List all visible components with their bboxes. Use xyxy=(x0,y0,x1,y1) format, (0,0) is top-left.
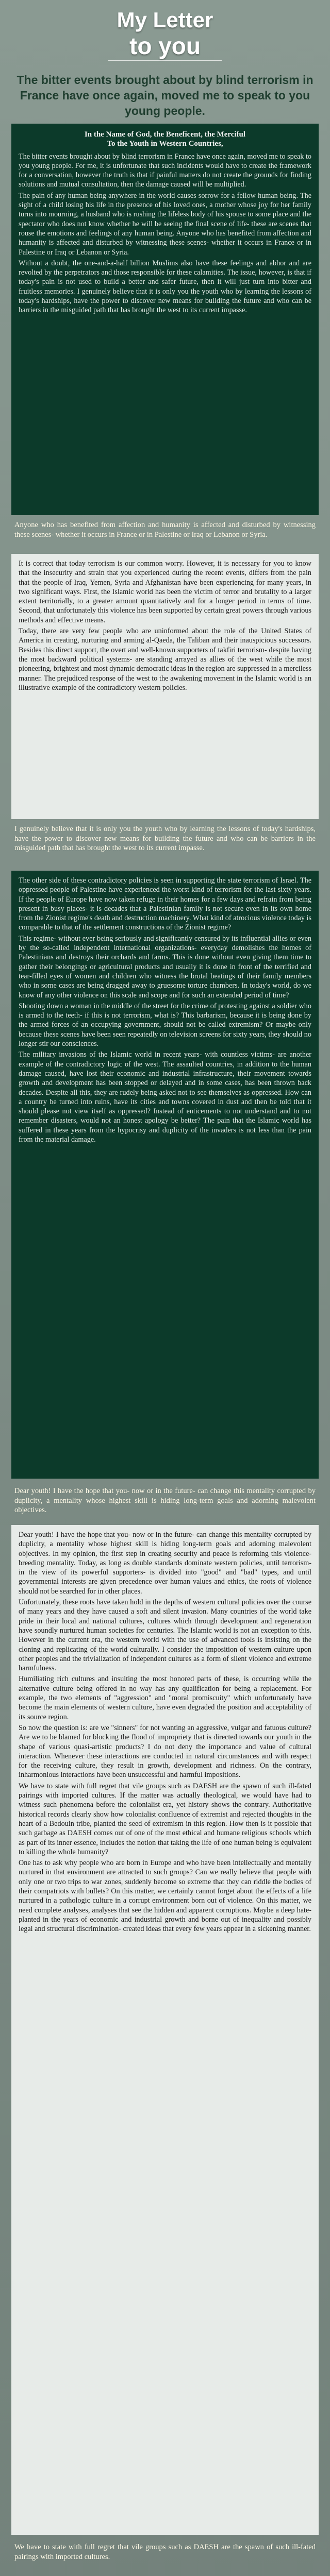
body-paragraph: Shooting down a woman in the middle of the street for the crime of protesting against a soldier who is armed to the teeth- if this is not terrorism, what is? This barbarism, because it is being done by the armed forces of an occupying government, should not be called extremism? Or maybe only because these scenes have been seen repeatedly on television screens for sixty years, they should no longer stir our consciences. xyxy=(19,1002,311,1048)
body-paragraph: The other side of these contradictory policies is seen in supporting the state terrorism of Israel. The oppressed people of Palestine have experienced the worst kind of terrorism for the last sixty years. If the people of Europe have now taken refuge in their homes for a few days and refrain from being present in busy places- it is decades that a Palestinian family is not secure even in its own home from the Zionist regime's death and destruction machinery. What kind of atrocious violence today is comparable to that of the settlement constructions of the Zionist regime? xyxy=(19,876,311,932)
body-paragraph: One has to ask why people who are born in Europe and who have been intellectually and mentally nurtured in that environment are attracted to such groups? Can we really believe that people with only one or two trips to war zones, suddenly become so extreme that they can riddle the bodies of their compatriots with bullets? On this matter, we certainly cannot forget about the effects of a life nurtured in a pathologic culture in a corrupt environment born out of violence. On this matter, we need complete analyses, analyses that see the hidden and apparent corruptions. Maybe a deep hate- planted in the years of economic and industrial growth and borne out of inequality and possibly legal and structural discrimination- created ideas that every few years appear in a sickening manner. xyxy=(19,1859,311,1934)
part-3-section xyxy=(11,871,319,1479)
pull-quote-4: We have to state with full regret that vile groups such as DAESH are the spawn of such ill-fated pairings with imported cultures. xyxy=(14,2543,316,2561)
intro-paragraph: The pain of any human being anywhere in the world causes sorrow for a fellow human being. The sight of a child losing his life in the presence of his loved ones, a mother whose joy for her family turns into mourning, a husband who is rushing the lifeless body of his spouse to some place and the spectator who does not know whether he will be seeing the final scene of life- these are scenes that rouse the emotions and feelings of any human being. Anyone who has benefited from affection and humanity is affected and disturbed by witnessing these scenes- whether it occurs in France or in Palestine or Iraq or Lebanon or Syria. xyxy=(19,191,311,257)
title-banner xyxy=(10,5,320,67)
intro-paragraph: Without a doubt, the one-and-a-half billion Muslims also have these feelings and abhor and are revolted by the perpetrators and those responsible for these calamities. The issue, however, is that if today's pain is not used to build a better and safer future, then it will just turn into bitter and fruitless memories. I genuinely believe that it is only you the youth who by learning the lessons of today's hardships, have the power to discover new means for building the future and who can be barriers in the misguided path that has brought the west to its current impasse. xyxy=(19,259,311,315)
title-underline xyxy=(108,60,222,61)
intro-paragraph: The bitter events brought about by blind terrorism in France have once again, moved me to speak to you young people. For me, it is unfortunate that such incidents would have to create the framework for a conversation, however the truth is that if painful matters do not create the grounds for finding solutions and mutual consultation, then the damage caused will be multiplied. xyxy=(19,152,311,189)
intro-section xyxy=(11,124,319,515)
pull-quote-3: Dear youth! I have the hope that you- now or in the future- can change this mentality corrupted by duplicity, a mentality whose highest skill is hiding long-term goals and adorning malevolent objectives. xyxy=(14,1487,316,1514)
headline: The bitter events brought about by blind terrorism in France have once again, moved me to speak to you young people. xyxy=(16,73,314,117)
body-paragraph: Dear youth! I have the hope that you- now or in the future- can change this mentality corrupted by duplicity, a mentality whose highest skill is hiding long-term goals and adorning malevolent objectives. In my opinion, the first step in creating security and peace is reforming this violence-breeding mentality. Today, as long as double standards dominate western policies, until terrorism- in the view of its powerful supporters- is divided into "good" and "bad" types, and until governmental interests are given precedence over human values and ethics, the roots of violence should not be searched for in other places. xyxy=(19,1531,311,1596)
body-paragraph: The military invasions of the Islamic world in recent years- with countless victims- are another example of the contradictory logic of the west. The assaulted countries, in addition to the human damage caused, have lost their economic and industrial infrastructure, their movement towards growth and development has been stopped or delayed and in some cases, has been thrown back decades. Despite all this, they are rudely being asked not to see themselves as oppressed. How can a country be turned into ruins, have its cities and towns covered in dust and then be told that it should please not view itself as oppressed? Instead of enticements to not understand and to not remember disasters, would not an honest apology be better? The pain that the Islamic world has suffered in these years from the hypocrisy and duplicity of the invaders is not less than the pain from the material damage. xyxy=(19,1050,311,1144)
title-line-2-text: to you xyxy=(129,32,201,59)
pull-quote-1: Anyone who has benefited from affection and humanity is affected and disturbed by witnessing these scenes- whether it occurs in France or in Palestine or Iraq or Lebanon or Syria. xyxy=(14,521,316,539)
pull-quote-2: I genuinely believe that it is only you the youth who by learning the lessons of today's hardships, have the power to discover new means for building the future and who can be barriers in the misguided path that has brought the west to its current impasse. xyxy=(14,825,316,852)
letter-salutation: To the Youth in Western Countries, xyxy=(107,140,223,148)
body-paragraph: Unfortunately, these roots have taken hold in the depths of western cultural policies over the course of many years and they have caused a soft and silent invasion. Many countries of the world take pride in their local and national cultures, cultures which through development and regeneration have soundly nurtured human societies for centuries. The Islamic world is not an exception to this. However in the current era, the western world with the use of advanced tools is insisting on the cloning and replicating of the world culturally. I consider the imposition of western culture upon other peoples and the trivialization of independent cultures as a form of silent violence and extreme harmfulness. xyxy=(19,1598,311,1673)
title-line-1: My Letter xyxy=(117,8,213,32)
body-paragraph: Today, there are very few people who are uninformed about the role of the United States of America in creating, nurturing and arming al-Qaeda, the Taliban and their inauspicious successors. Besides this direct support, the overt and well-known supporters of takfiri terrorism- despite having the most backward political systems- are standing arrayed as allies of the west while the most pioneering, brightest and most dynamic democratic ideas in the region are suppressed in a merciless manner. The prejudiced response of the west to the awakening movement in the Islamic world is an illustrative example of the contradictory western policies. xyxy=(19,627,311,692)
bismillah: In the Name of God, the Beneficent, the Merciful xyxy=(84,130,246,139)
body-paragraph: It is correct that today terrorism is our common worry. However, it is necessary for you to know that the insecurity and strain that you experienced during the recent events, differs from the pain that the people of Iraq, Yemen, Syria and Afghanistan have been experiencing for many years, in two significant ways. First, the Islamic world has been the victim of terror and brutality to a larger extent territorially, to a greater amount quantitatively and for a longer period in terms of time. Second, that unfortunately this violence has been supported by certain great powers through various methods and effective means. xyxy=(19,560,311,624)
body-paragraph: This regime- without ever being seriously and significantly censured by its influential allies or even by the so-called independent international organizations- everyday demolishes the homes of Palestinians and destroys their orchards and farms. This is done without even giving them time to gather their belongings or agricultural products and usually it is done in front of the terrified and tear-filled eyes of women and children who witness the brutal beatings of their family members who in some cases are being dragged away to gruesome torture chambers. In today's world, do we know of any other violence on this scale and scope and for such an extended period of time? xyxy=(19,934,311,999)
body-paragraph: So now the question is: are we "sinners" for not wanting an aggressive, vulgar and fatuous culture? Are we to be blamed for blocking the flood of impropriety that is directed towards our youth in the shape of various quasi-artistic products? I do not deny the importance and value of cultural interaction. Whenever these interactions are conducted in natural circumstances and with respect for the receiving culture, they result in growth, development and richness. On the contrary, inharmonious interactions have been unsuccessful and harmful impositions. xyxy=(19,1723,311,1780)
title-line-2 xyxy=(10,33,320,61)
body-paragraph: We have to state with full regret that vile groups such as DAESH are the spawn of such ill-fated pairings with imported cultures. If the matter was actually theological, we would have had to witness such phenomena before the colonialist era, yet history shows the contrary. Authoritative historical records clearly show how colonialist confluence of extremist and rejected thoughts in the heart of a Bedouin tribe, planted the seed of extremism in this region. How then is it possible that such garbage as DAESH comes out of one of the most ethical and humane religious schools which as part of its inner essence, includes the notion that taking the life of one human being is equivalent to killing the whole humanity? xyxy=(19,1782,311,1856)
part-2-section xyxy=(11,554,319,819)
part-4-section xyxy=(11,1525,319,2535)
body-paragraph: Humiliating rich cultures and insulting the most honored parts of these, is occurring while the alternative culture being offered in no way has any qualification for being a replacement. For example, the two elements of "aggression" and "moral promiscuity" which unfortunately have become the main elements of western culture, have even degraded the position and acceptability of its source region. xyxy=(19,1675,311,1721)
